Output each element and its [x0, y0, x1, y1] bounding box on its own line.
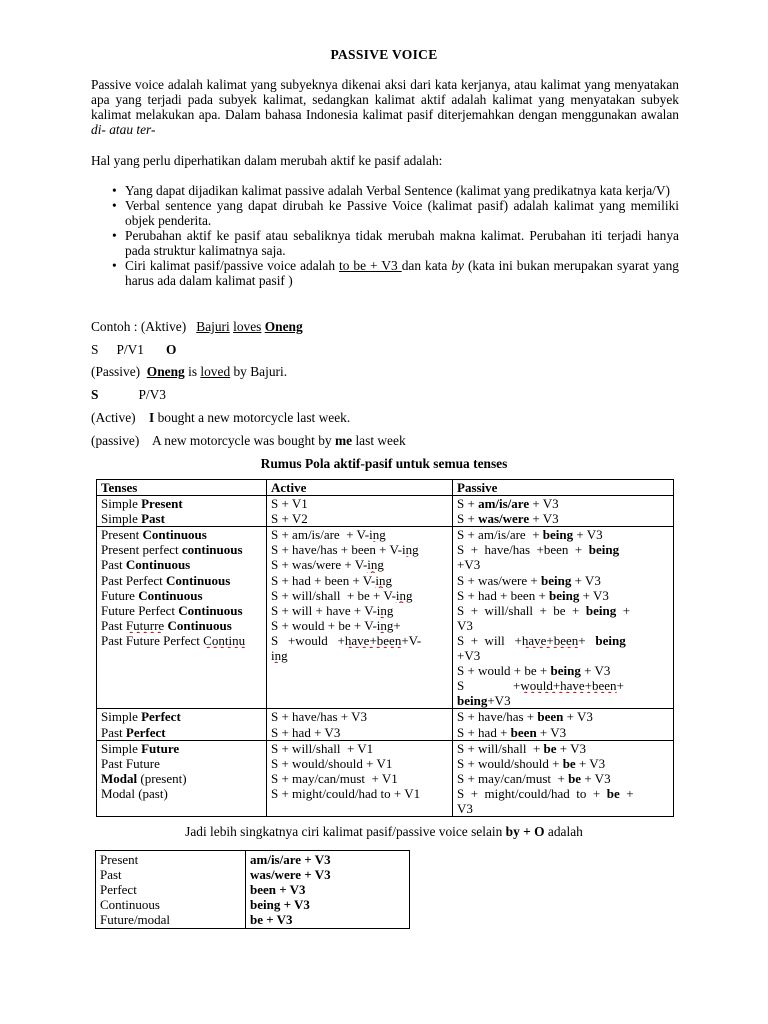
active-cell: S + have/has + V3 S + had + V3	[267, 709, 453, 740]
tenses-table	[96, 479, 674, 817]
example-subject: Oneng	[146, 364, 185, 379]
example-post: last week	[352, 433, 406, 448]
summary-pre: Jadi lebih singkatnya ciri kalimat pasif/passive voice selain	[185, 824, 506, 839]
summary-tense: Present	[100, 852, 139, 867]
header-passive: Passive	[453, 480, 674, 496]
active-cell: S + V1 S + V2	[267, 496, 453, 527]
example-aux: is	[184, 364, 201, 379]
intro-text: Passive voice adalah kalimat yang subyeknya dikenai aksi dari kata kerjanya, atau kalimat yang menyatakan apa yang terjadi pada subyek kalimat, sedangkan kalimat aktif adalah kalimat yang menyatakan subyek kalimat melakukan apa. Dalam bahasa Indonesia kalimat pasif diterjemahkan dengan menggunakan awalan	[91, 77, 679, 122]
example-object: Oneng	[264, 319, 303, 334]
summary-tense: Continuous	[100, 897, 160, 913]
example-verb: loves	[233, 319, 262, 334]
summary-formula: am/is/are + V3	[250, 852, 331, 867]
summary-tense: Perfect	[100, 882, 137, 898]
bullet4-post: (kata ini bukan merupakan syarat yang harus ada dalam kalimat pasif )	[125, 258, 679, 288]
example-rest: by Bajuri.	[230, 364, 288, 379]
summary-formula: was/were + V3	[250, 867, 331, 883]
label-p: P/V3	[138, 387, 166, 402]
example-label: (Active)	[91, 410, 136, 425]
list-item-text: Verbal sentence yang dapat dirubah ke Passive Voice (kalimat pasif) adalah kalimat yang memiliki objek penderita.	[125, 198, 679, 228]
table-row-continuous	[97, 527, 674, 709]
tenses-cell: Present Continuous Present perfect continuous Past Continuous Past Perfect Continuous Future Continuous Future Perfect Continuous Past Futurre Continuous Past Future Perfect Continu	[97, 527, 267, 709]
summary-post: adalah	[544, 824, 583, 839]
active-cell: S + will/shall + V1 S + would/should + V1 S + may/can/must + V1 S + might/could/had to + V1	[267, 740, 453, 816]
header-tenses: Tenses	[97, 480, 267, 496]
tenses-cell: Simple Present Simple Past	[97, 496, 267, 527]
header-active: Active	[267, 480, 453, 496]
summary-byo: by + O	[505, 824, 545, 839]
bullet-icon: •	[112, 183, 117, 198]
page-title: PASSIVE VOICE	[330, 47, 438, 62]
bullet-icon: •	[112, 258, 117, 273]
summary-formula: been + V3	[250, 882, 306, 898]
passive-cell: S + have/has + been + V3 S + had + been + V3	[453, 709, 674, 740]
table-header-row	[97, 480, 674, 496]
table-row-perfect	[97, 709, 674, 740]
active-cell: S + am/is/are + V-ing S + have/has + been + V-ing S + was/were + V-ing S + had + been + V-ing S + will/shall + be + V-ing S + will + have + V-ing S + would + be + V-ing+ S +would +have+been+V- ing	[267, 527, 453, 709]
example-passive-1	[91, 364, 287, 379]
label-p: P/V1	[116, 342, 144, 357]
label-o: O	[166, 342, 177, 357]
list-item	[91, 198, 679, 228]
label-s: S	[91, 342, 99, 357]
example-passive-2	[91, 433, 406, 448]
bullet-icon: •	[112, 228, 117, 243]
bullet4-mid: dan kata	[401, 258, 452, 273]
passive-cell: S + am/is/are + being + V3 S + have/has +been + being +V3 S + was/were + being + V3 S + had + been + being + V3 S + will/shall + be + being + V3 S + will +have+been+ being +V3 S + would + be + being + V3 S +would+have+been+ being+V3	[453, 527, 674, 709]
intro-emphasis: di- atau ter-	[91, 122, 156, 137]
table-row	[96, 851, 410, 929]
list-item-text: Yang dapat dijadikan kalimat passive adalah Verbal Sentence (kalimat yang predikatnya kata kerja/V)	[125, 183, 670, 198]
summary-formula: being + V3	[250, 897, 310, 913]
passive-cell: S + will/shall + be + V3 S + would/should + be + V3 S + may/can/must + be + V3 S + might/could/had to + be + V3	[453, 740, 674, 816]
table-row-future-modal	[97, 740, 674, 816]
label-s: S	[91, 387, 99, 402]
example-active-2	[91, 410, 350, 425]
summary-tense: Past	[100, 867, 122, 883]
intro-paragraph	[91, 77, 679, 137]
summary-tense-cell	[96, 851, 246, 929]
bullet4-by: by	[451, 258, 464, 273]
summary-formula-cell	[246, 851, 410, 929]
summary-tense: Future/modal	[100, 912, 171, 928]
table-row-simple	[97, 496, 674, 527]
table-title: Rumus Pola aktif-pasif untuk semua tenses	[260, 456, 508, 471]
rules-heading: Hal yang perlu diperhatikan dalam merubah aktif ke pasif adalah:	[91, 153, 443, 168]
example-active-1	[91, 319, 303, 334]
example-subject: Bajuri	[196, 319, 230, 334]
list-item	[91, 183, 679, 198]
summary-line	[0, 824, 768, 839]
list-item	[91, 258, 679, 288]
example-rest: bought a new motorcycle last week.	[154, 410, 351, 425]
rules-list	[91, 183, 679, 288]
bullet4-formula: to be + V3	[339, 258, 402, 273]
list-item-text	[125, 258, 679, 288]
summary-table	[95, 850, 410, 929]
list-item	[91, 228, 679, 258]
tenses-cell: Simple Future Past Future Modal (present) Modal (past)	[97, 740, 267, 816]
example-subject: I	[149, 410, 155, 425]
example-agent: me	[334, 433, 353, 448]
summary-formula: be + V3	[250, 912, 293, 928]
example-pre: A new motorcycle was bought by	[152, 433, 335, 448]
example-label: Contoh : (Aktive)	[91, 319, 187, 334]
example-spo-labels	[91, 342, 176, 357]
passive-cell: S + am/is/are + V3 S + was/were + V3	[453, 496, 674, 527]
example-sp-labels	[91, 387, 166, 402]
example-verb: loved	[200, 364, 231, 379]
tenses-cell: Simple Perfect Past Perfect	[97, 709, 267, 740]
bullet4-pre: Ciri kalimat pasif/passive voice adalah	[125, 258, 340, 273]
list-item-text: Perubahan aktif ke pasif atau sebaliknya tidak merubah makna kalimat. Perubahan iti terjadi hanya pada struktur kalimatnya saja.	[125, 228, 679, 258]
example-label: (Passive)	[91, 364, 141, 379]
example-label: (passive)	[91, 433, 140, 448]
bullet-icon: •	[112, 198, 117, 213]
